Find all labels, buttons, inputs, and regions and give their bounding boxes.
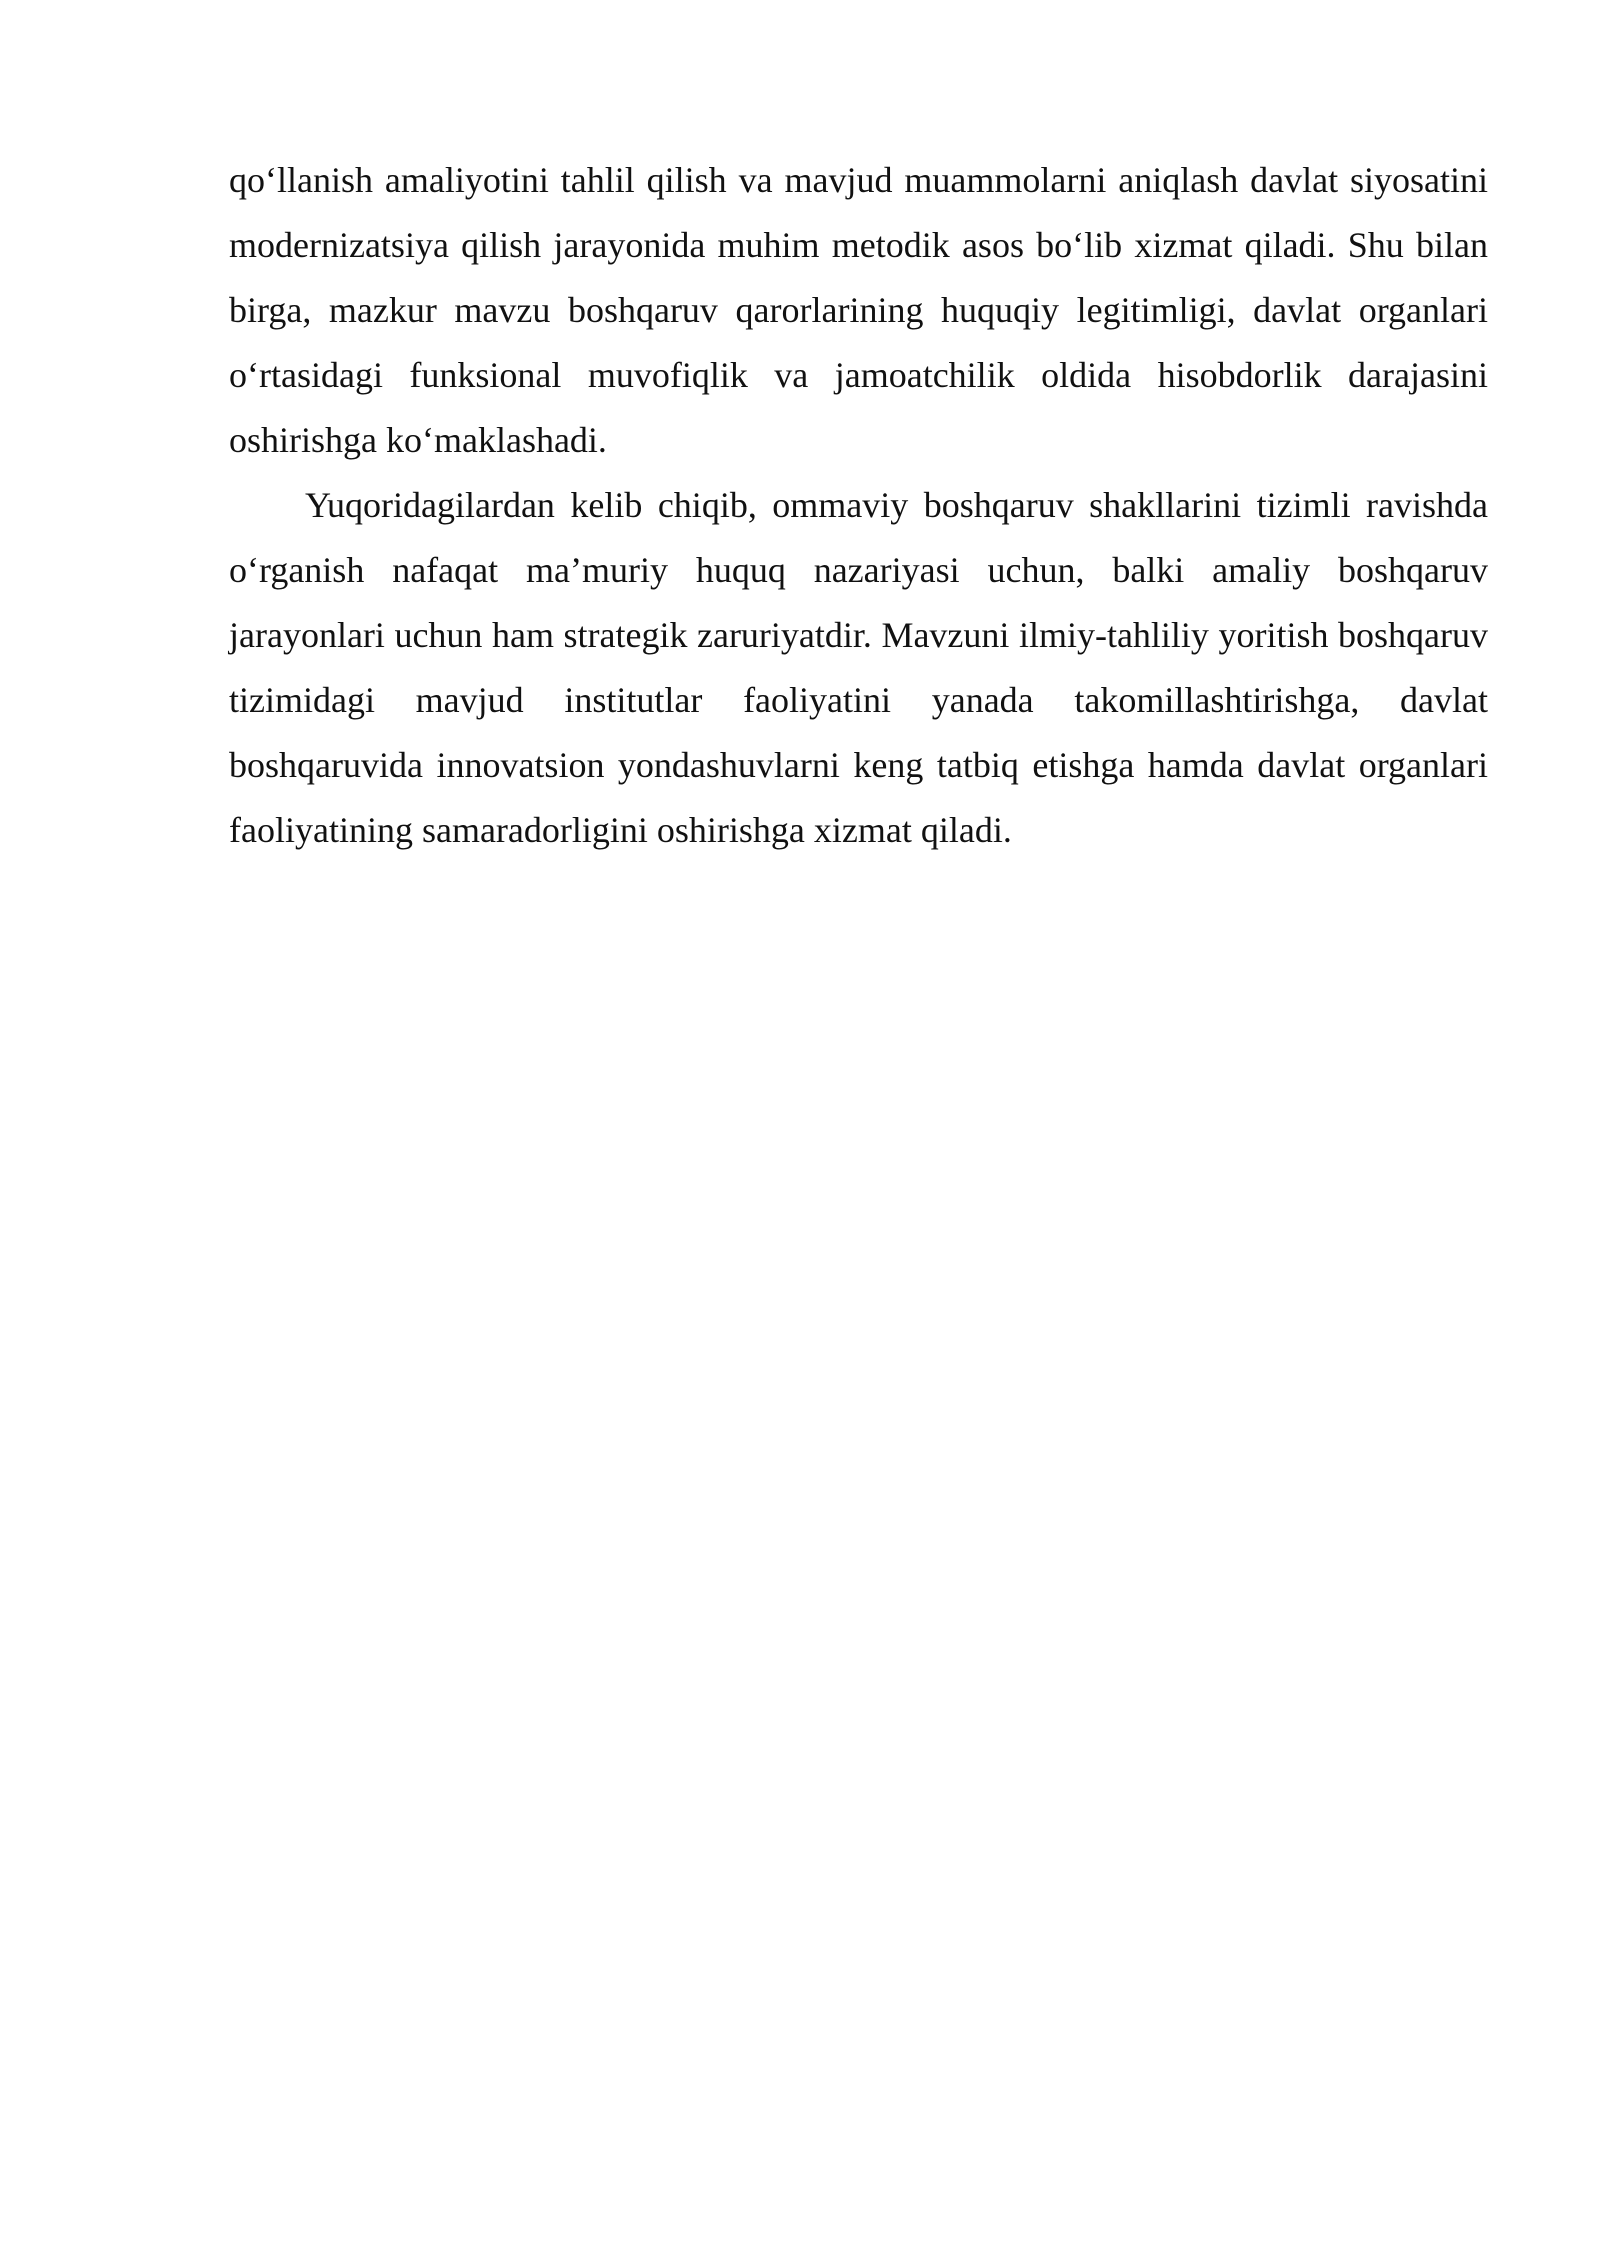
document-body: [229, 148, 1488, 863]
paragraph-conclusion: Yuqoridagilardan kelib chiqib, ommaviy boshqaruv shakllarini tizimli ravishda o‘rganish nafaqat ma’muriy huquq nazariyasi uchun, balki amaliy boshqaruv jarayonlari uchun ham strategik zaruriyatdir. Mavzuni ilmiy-tahliliy yoritish boshqaruv tizimidagi mavjud institutlar faoliyatini yanada takomillashtirishga, davlat boshqaruvida innovatsion yondashuvlarni keng tatbiq etishga hamda davlat organlari faoliyatining samaradorligini oshirishga xizmat qiladi.: [229, 485, 1488, 850]
paragraph-continuation: qo‘llanish amaliyotini tahlil qilish va mavjud muammolarni aniqlash davlat siyosatini modernizatsiya qilish jarayonida muhim metodik asos bo‘lib xizmat qiladi. Shu bilan birga, mazkur mavzu boshqaruv qarorlarining huquqiy legitimligi, davlat organlari o‘rtasidagi funksional muvofiqlik va jamoatchilik oldida hisobdorlik darajasini oshirishga ko‘maklashadi.: [229, 160, 1488, 460]
